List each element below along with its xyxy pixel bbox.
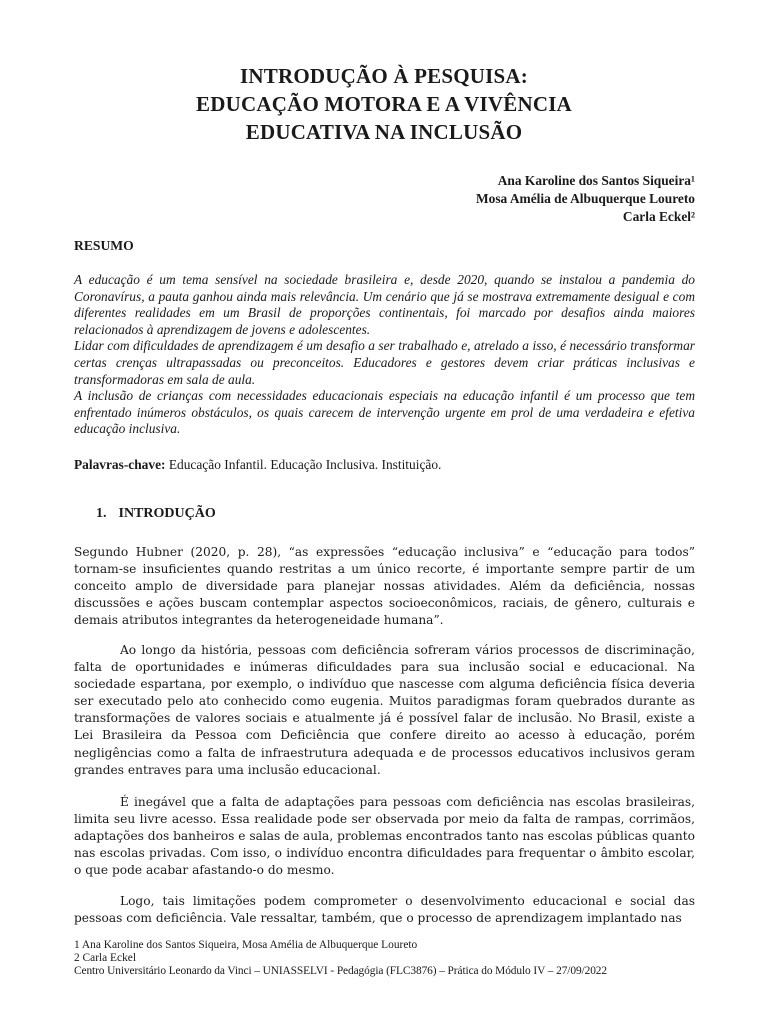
author-name: Carla Eckel²: [622, 209, 695, 224]
abstract-paragraph: Lidar com dificuldades de aprendizagem é um desafio a ser trabalhado e, atrelado a isso, é necessário transformar certas crenças ultrapassadas ou preconceitos. Educadores e gestores devem criar práticas inclusivas e transformadoras em sala de aula.: [74, 338, 695, 387]
body-paragraph: Ao longo da história, pessoas com deficiência sofreram vários processos de discriminação, falta de oportunidades e inúmeras dificuldades para sua inclusão social e educacional. Na sociedade espartana, por exemplo, o indivíduo que nascesse com alguma deficiência física deveria ser executado pelo ato conhecido como eugenia. Muitos paradigmas foram quebrados durante as transformações de valores sociais e atualmente já é possível falar de inclusão. No Brasil, existe a Lei Brasileira da Pessoa com Deficiência que confere direito ao acesso à educação, porém negligências como a falta de infraestrutura adequada e de processos educativos inclusivos geram grandes entraves para uma inclusão educacional.: [74, 643, 695, 777]
body-paragraph: Logo, tais limitações podem comprometer o desenvolvimento educacional e social das pessoas com deficiência. Vale ressaltar, também, que o processo de aprendizagem implantado nas: [74, 894, 695, 926]
keywords-line: [74, 457, 441, 473]
author-name: Ana Karoline dos Santos Siqueira¹: [497, 173, 695, 188]
title-line-3: EDUCATIVA NA INCLUSÃO: [245, 120, 523, 144]
footnote: 1 Ana Karoline dos Santos Siqueira, Mosa Amélia de Albuquerque Loureto: [74, 939, 418, 951]
author-list: [476, 172, 695, 226]
body-paragraph: É inegável que a falta de adaptações para pessoas com deficiência nas escolas brasileiras, limita seu livre acesso. Essa realidade pode ser observada por meio da falta de rampas, corrimãos, adaptações dos banheiros e salas de aula, problemas encontrados tanto nas escolas públicas quanto nas escolas privadas. Com isso, o indivíduo encontra dificuldades para frequentar o âmbito escolar, o que pode acabar afastando-o do mesmo.: [74, 795, 695, 878]
abstract-paragraph: A educação é um tema sensível na sociedade brasileira e, desde 2020, quando se instalou a pandemia do Coronavírus, a pauta ganhou ainda mais relevância. Um cenário que já se mostrava extremamente desigual e com diferentes realidades em um Brasil de proporções continentais, foi marcado por desafios ainda maiores relacionados à aprendizagem de jovens e adolescentes.: [74, 272, 695, 337]
section-number: 1.: [96, 506, 107, 521]
keywords-label: Palavras-chave:: [74, 457, 166, 472]
author-name: Mosa Amélia de Albuquerque Loureto: [476, 191, 695, 206]
footnote: 2 Carla Eckel: [74, 952, 136, 965]
resumo-heading: RESUMO: [74, 238, 134, 253]
document-title: [70, 62, 698, 146]
introduction-heading: [96, 506, 216, 522]
page-footer: Centro Universitário Leonardo da Vinci – UNIASSELVI - Pedagógia (FLC3876) – Prática do Módulo IV – 27/09/2022: [74, 965, 607, 977]
footnotes: [74, 939, 417, 966]
keywords-text: Educação Infantil. Educação Inclusiva. Instituição.: [168, 457, 442, 472]
abstract-paragraph: A inclusão de crianças com necessidades educacionais especiais na educação infantil é um processo que tem enfrentado inúmeros obstáculos, os quais carecem de intervenção urgente em prol de uma verdadeira e efetiva educação inclusiva.: [74, 388, 695, 437]
body-paragraph: Segundo Hubner (2020, p. 28), “as expressões “educação inclusiva” e “educação para todos” tornam-se insuficientes quando restritas a um único recorte, é importante sempre partir de um conceito amplo de diversidade para planejar nossas atividades. Além da deficiência, nossas discussões e ações buscam contemplar aspectos socioeconômicos, raciais, de gênero, culturais e demais atributos integrantes da heterogeneidade humana”.: [74, 545, 695, 628]
title-line-1: INTRODUÇÃO À PESQUISA:: [240, 64, 528, 88]
title-line-2: EDUCAÇÃO MOTORA E A VIVÊNCIA: [196, 92, 572, 116]
abstract-body: [74, 272, 695, 438]
section-title: INTRODUÇÃO: [118, 506, 216, 521]
